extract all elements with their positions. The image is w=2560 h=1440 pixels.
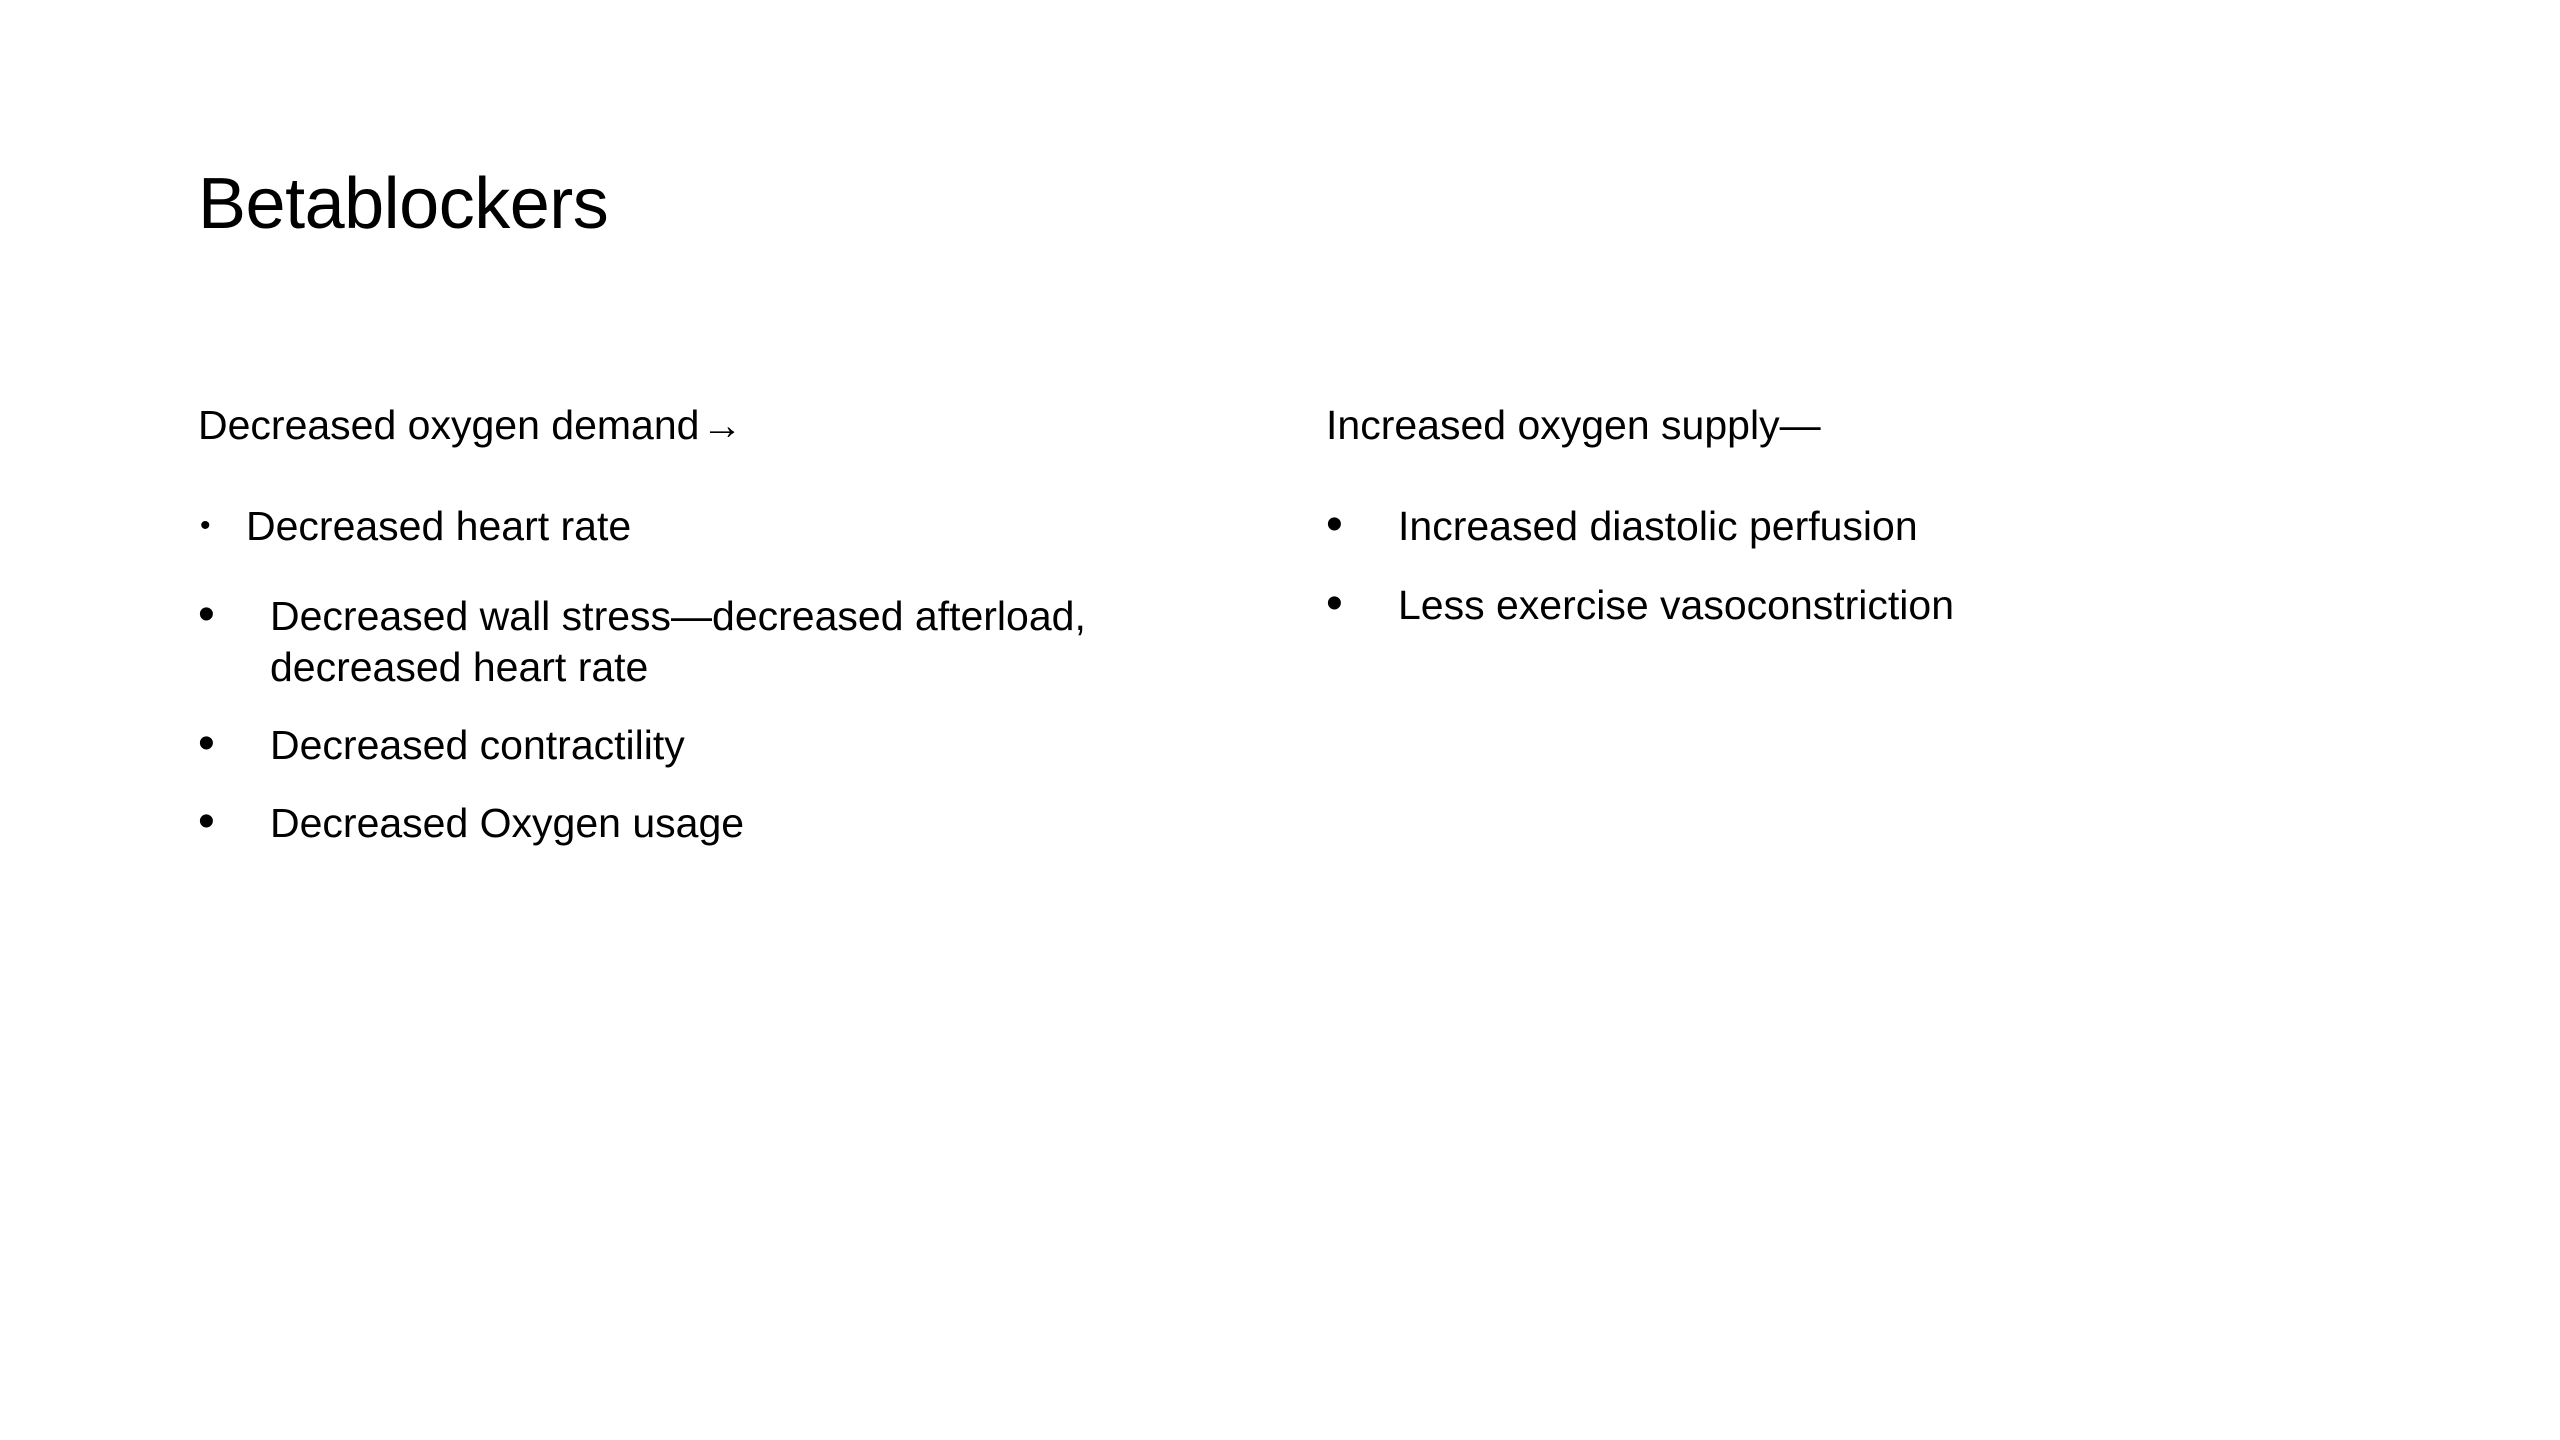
left-bullet-list	[198, 501, 1218, 849]
bullet-icon: •	[1326, 498, 1343, 552]
list-item	[1326, 498, 2346, 552]
list-item	[1326, 576, 2346, 631]
left-heading-text: Decreased oxygen demand	[198, 402, 700, 448]
list-item-text: Less exercise vasoconstriction	[1398, 581, 1955, 628]
list-item-text: Increased diastolic perfusion	[1398, 503, 1918, 550]
list-item	[198, 717, 1218, 771]
list-item-text: Decreased Oxygen usage	[270, 800, 745, 847]
right-column	[1326, 400, 2346, 658]
bullet-icon: •	[198, 795, 215, 849]
list-item-text: Decreased wall stress—decreased afterload, decreased heart rate	[270, 592, 1086, 690]
list-item	[198, 795, 1218, 849]
right-bullet-list	[1326, 498, 2346, 631]
left-column-heading	[198, 400, 1218, 451]
list-item	[198, 587, 1218, 694]
bullet-icon: •	[198, 587, 215, 641]
right-column-heading: Increased oxygen supply—	[1326, 402, 1821, 448]
list-item-text: Decreased heart rate	[246, 503, 632, 550]
bullet-icon: •	[1326, 576, 1343, 630]
slide-title: Betablockers	[198, 164, 609, 244]
bullet-icon: •	[200, 509, 211, 543]
list-item-text: Decreased contractility	[270, 722, 685, 768]
bullet-icon: •	[198, 717, 215, 770]
left-column	[198, 400, 1218, 877]
right-arrow-icon: →	[701, 402, 743, 448]
list-item	[198, 501, 1218, 552]
